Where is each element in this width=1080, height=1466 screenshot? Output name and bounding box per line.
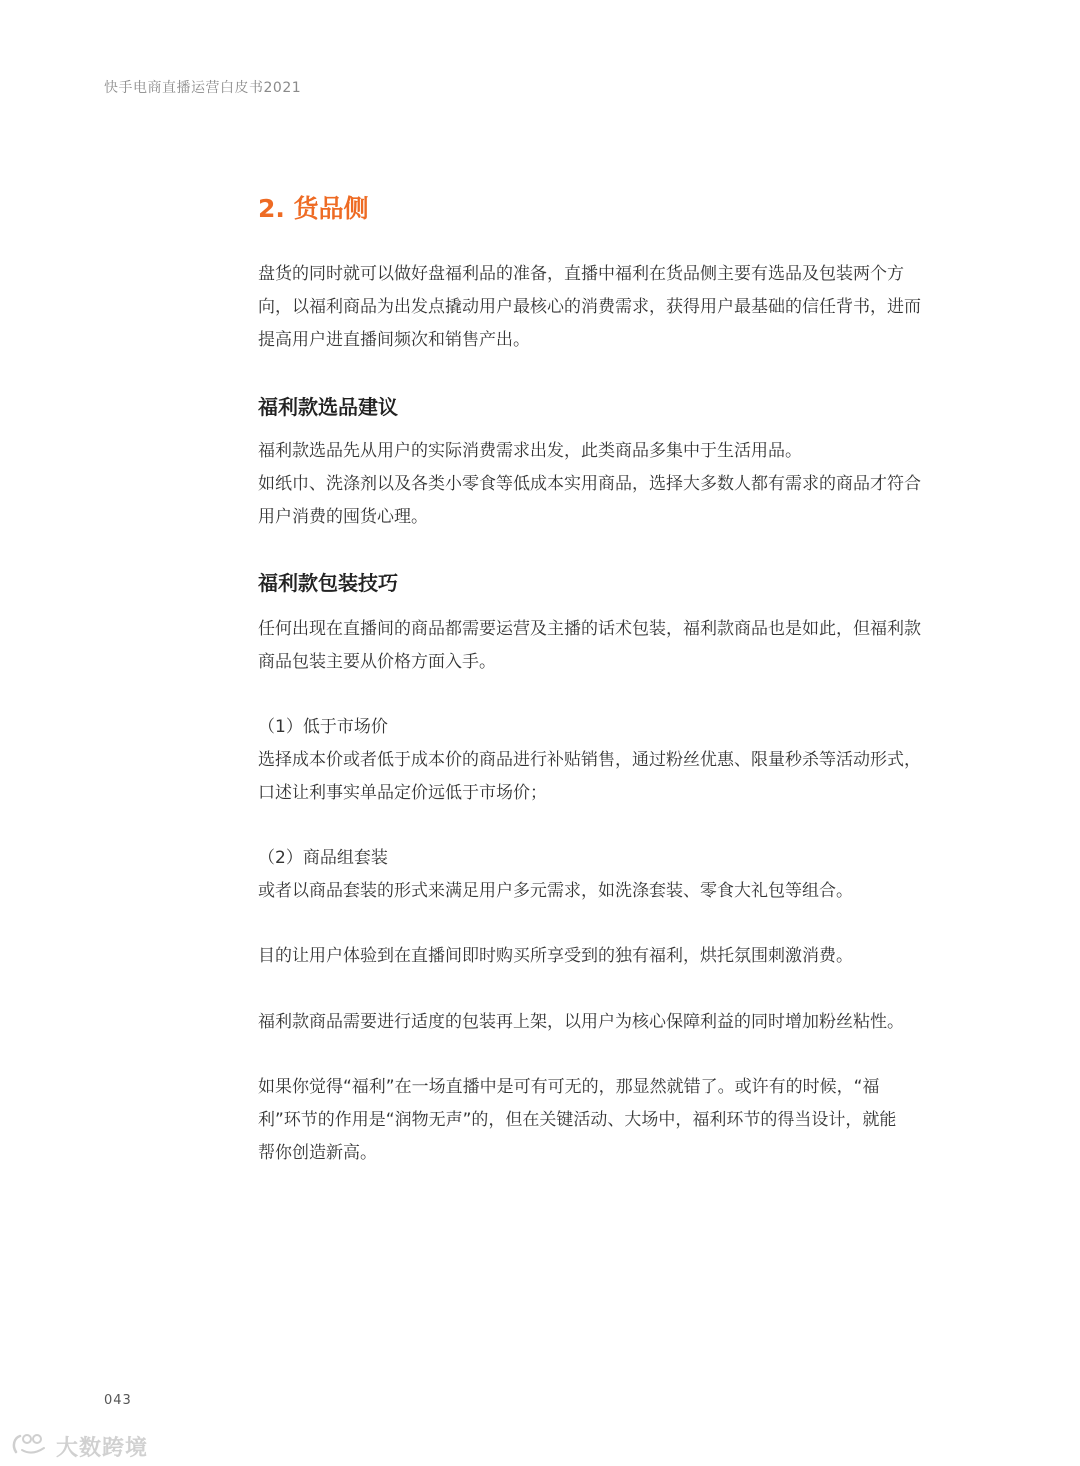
packaging-line: 商品包装主要从价格方面入手。: [258, 652, 496, 672]
item-2: [258, 842, 978, 908]
running-header: 快手电商直播运营白皮书2021: [104, 80, 302, 96]
watermark: [10, 1430, 148, 1462]
selection-line: 如纸巾、洗涤剂以及各类小零食等低成本实用商品，选择大多数人都有需求的商品才符合: [258, 474, 921, 494]
closing-line: 如果你觉得“福利”在一场直播中是可有可无的，那显然就错了。或许有的时候，“福: [258, 1077, 880, 1097]
note-paragraph: [258, 1006, 978, 1039]
selection-paragraph: [258, 435, 978, 534]
closing-line: 利”环节的作用是“润物无声”的，但在关键活动、大场中，福利环节的得当设计，就能: [258, 1110, 897, 1130]
closing-paragraph: [258, 1071, 978, 1170]
item-1-line: 选择成本价或者低于成本价的商品进行补贴销售，通过粉丝优惠、限量秒杀等活动形式，: [258, 750, 921, 770]
selection-line: 福利款选品先从用户的实际消费需求出发，此类商品多集中于生活用品。: [258, 441, 802, 461]
item-2-label: （2）商品组套装: [258, 848, 388, 868]
purpose-paragraph: [258, 940, 978, 973]
intro-line: 提高用户进直播间频次和销售产出。: [258, 330, 530, 350]
intro-paragraph: [258, 258, 978, 357]
item-1-label: （1）低于市场价: [258, 717, 388, 737]
page-number: 043: [104, 1393, 132, 1408]
watermark-logo-icon: [10, 1430, 50, 1462]
closing-line: 帮你创造新高。: [258, 1143, 377, 1163]
packaging-line: 任何出现在直播间的商品都需要运营及主播的话术包装，福利款商品也是如此，但福利款: [258, 619, 921, 639]
packaging-heading: 福利款包装技巧: [258, 571, 398, 595]
watermark-text: 大数跨境: [56, 1435, 149, 1461]
item-2-text: 或者以商品套装的形式来满足用户多元需求，如洗涤套装、零食大礼包等组合。: [258, 881, 853, 901]
selection-line: 用户消费的囤货心理。: [258, 507, 428, 527]
packaging-paragraph: [258, 613, 978, 679]
item-1-line: 口述让利事实单品定价远低于市场价；: [258, 783, 547, 803]
purpose-line: 目的让用户体验到在直播间即时购买所享受到的独有福利，烘托氛围刺激消费。: [258, 946, 853, 966]
selection-heading: 福利款选品建议: [258, 395, 398, 419]
section-title: 2. 货品侧: [258, 194, 369, 223]
note-line: 福利款商品需要进行适度的包装再上架，以用户为核心保障利益的同时增加粉丝粘性。: [258, 1012, 904, 1032]
intro-line: 向，以福利商品为出发点撬动用户最核心的消费需求，获得用户最基础的信任背书，进而: [258, 297, 921, 317]
item-1: [258, 711, 978, 810]
intro-line: 盘货的同时就可以做好盘福利品的准备，直播中福利在货品侧主要有选品及包装两个方: [258, 264, 904, 284]
